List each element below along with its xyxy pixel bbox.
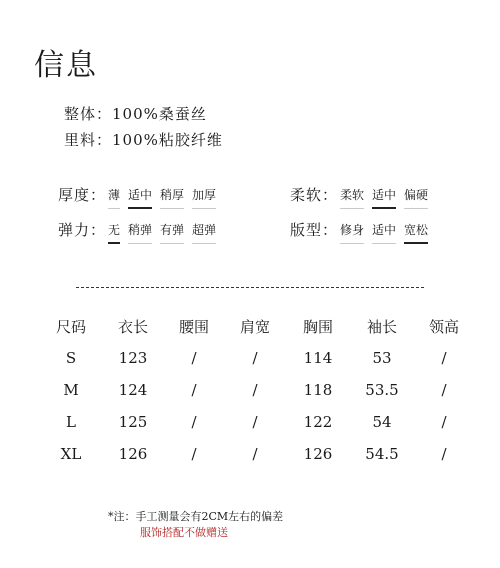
table-cell: 54.5 [365,445,399,463]
table-cell: L [66,413,76,431]
accessories-note: 服饰搭配不做赠送 [140,526,228,539]
table-cell: / [441,381,447,399]
elasticity-option: 超弹 [192,221,216,244]
table-cell: / [191,381,197,399]
table-cell: / [252,381,258,399]
fit-option: 宽松 [404,221,428,244]
elasticity-options [108,221,216,244]
table-cell: / [252,445,258,463]
table-cell: 118 [303,381,333,399]
table-cell: / [191,349,197,367]
table-cell: 114 [303,349,333,367]
table-cell: / [191,445,197,463]
table-cell: 122 [303,413,333,431]
table-cell: / [441,445,447,463]
table-cell: / [441,349,447,367]
header-size: 尺码 [55,317,86,336]
table-cell: 53.5 [365,381,399,399]
softness-option: 偏硬 [404,186,428,209]
table-row [40,406,474,438]
thickness-options [108,186,216,209]
table-cell: XL [60,445,82,463]
table-row [40,374,474,406]
header-length: 衣长 [117,317,148,336]
table-cell: / [252,349,258,367]
fit-option: 适中 [372,221,396,244]
table-cell: / [191,413,197,431]
page-title: 信息 [34,48,98,83]
table-cell: M [63,381,79,399]
elasticity-option: 稍弹 [128,221,152,244]
fit-options [340,221,428,244]
table-row [40,342,474,374]
table-cell: 53 [372,349,392,367]
header-bust: 胸围 [302,317,333,336]
material-lining: 里料：100%粘胶纤维 [64,131,223,149]
header-waist: 腰围 [178,317,209,336]
elasticity-option: 有弹 [160,221,184,244]
table-cell: 54 [372,413,392,431]
size-table-header [40,310,474,342]
dashed-divider [76,287,424,288]
elasticity-label: 弹力： [58,221,107,239]
table-cell: / [441,413,447,431]
softness-option: 适中 [372,186,396,209]
table-cell: 123 [118,349,148,367]
header-shoulder: 肩宽 [239,317,270,336]
thickness-option: 稍厚 [160,186,184,209]
elasticity-option: 无 [108,221,120,244]
table-row [40,438,474,470]
measurement-note: *注：手工测量会有2CM左右的偏差 [108,510,284,523]
thickness-option: 加厚 [192,186,216,209]
softness-option: 柔软 [340,186,364,209]
thickness-label: 厚度： [58,186,107,204]
fit-option: 修身 [340,221,364,244]
header-sleeve: 袖长 [366,317,397,336]
size-table [40,310,474,470]
table-cell: S [65,349,77,367]
fit-label: 版型： [290,221,339,239]
table-cell: 124 [118,381,148,399]
table-cell: 126 [118,445,148,463]
header-collar: 领高 [428,317,459,336]
table-cell: 125 [118,413,148,431]
thickness-option: 薄 [108,186,120,209]
table-cell: 126 [303,445,333,463]
softness-label: 柔软： [290,186,339,204]
table-cell: / [252,413,258,431]
thickness-option: 适中 [128,186,152,209]
material-shell: 整体：100%桑蚕丝 [64,105,207,123]
softness-options [340,186,428,209]
